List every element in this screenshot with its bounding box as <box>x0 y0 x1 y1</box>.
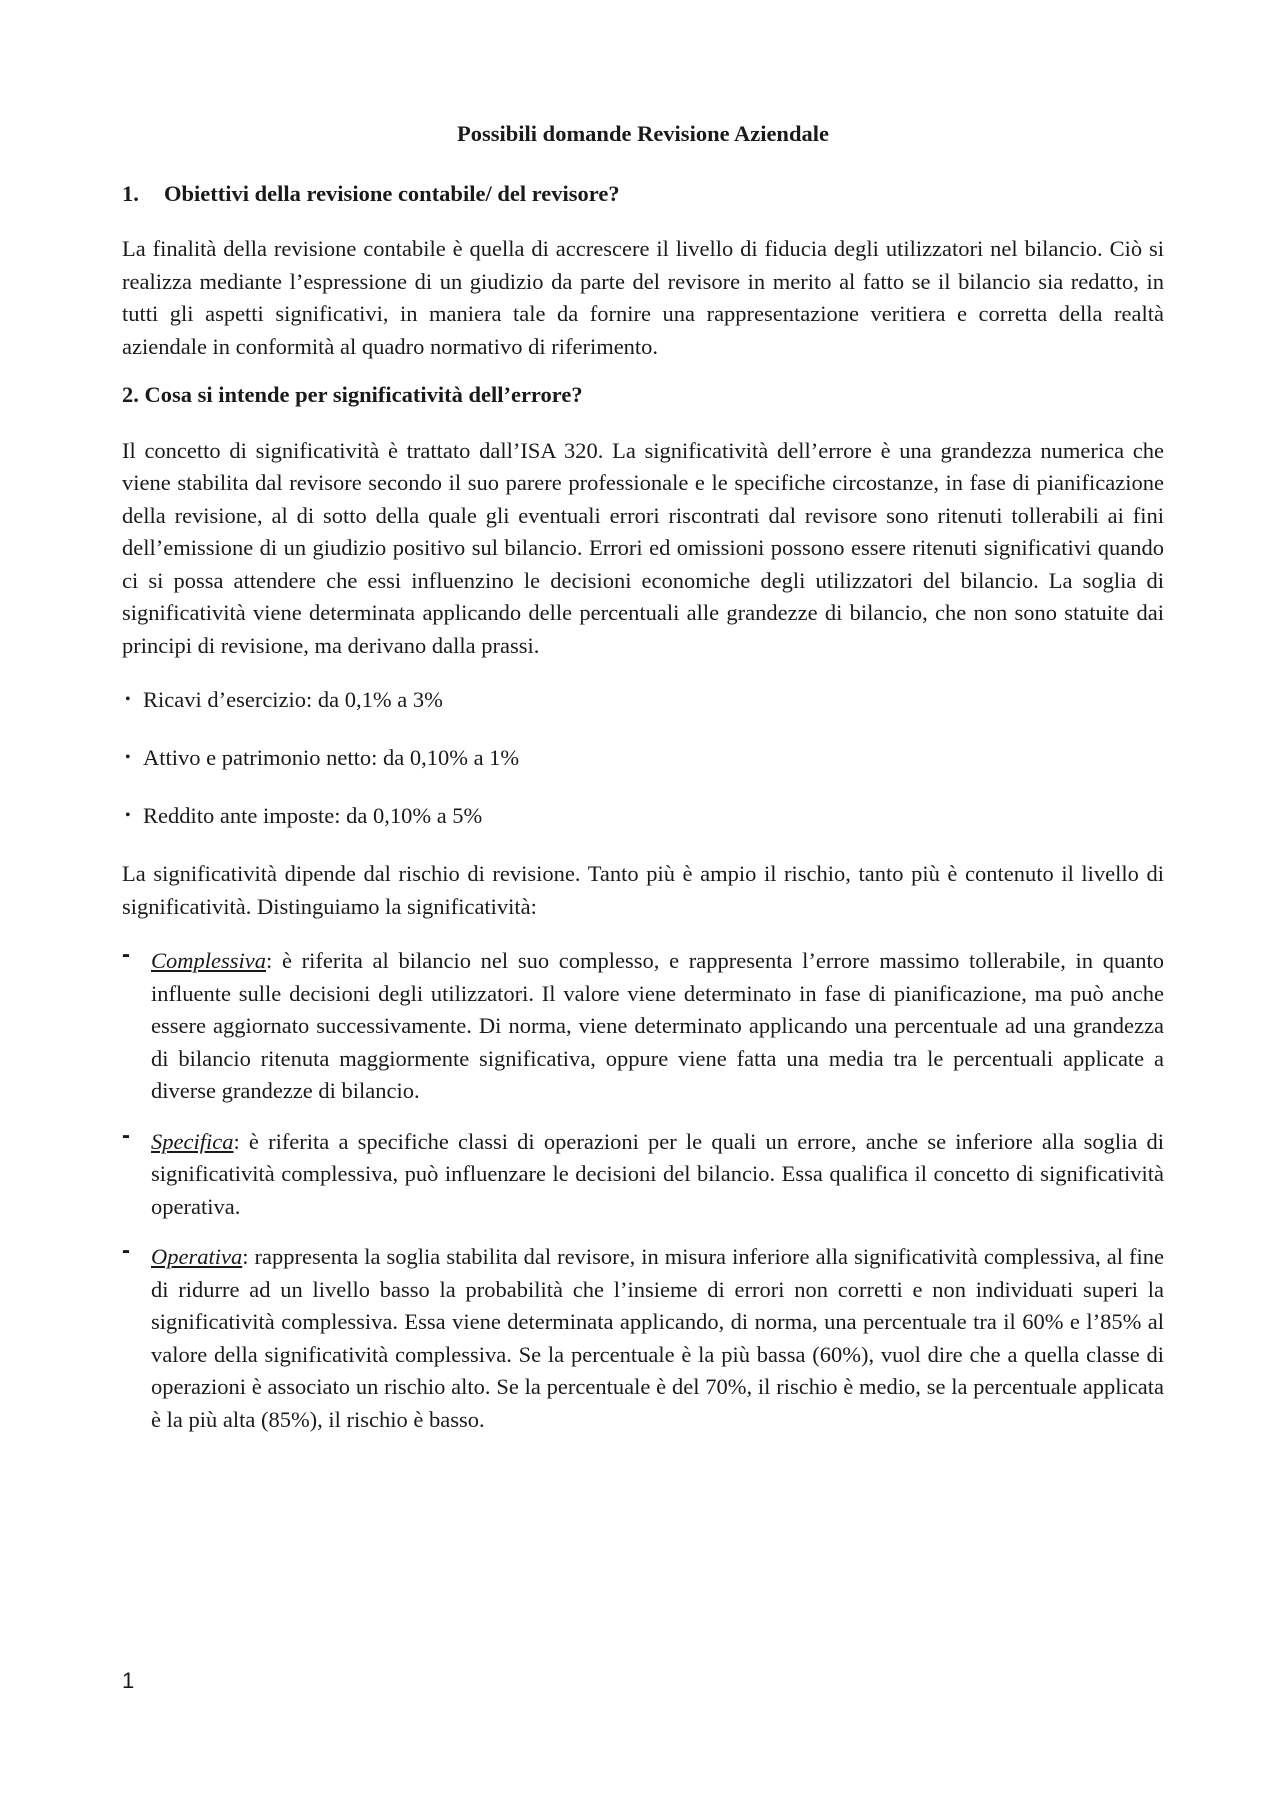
threshold-list <box>122 684 1164 832</box>
dash-icon: - <box>122 1121 130 1149</box>
term-description: : è riferita al bilancio nel suo complesso, e rappresenta l’errore massimo tollerabile, in quanto influente sulle decisioni degli utilizzatori. Il valore viene determinato in fase di pianificazione, ma può anche essere aggiornato successivamente. Di norma, viene determinato applicando una percentuale ad una grandezza di bilancio ritenuta maggiormente significativa, oppure viene fatta una media tra le percentuali applicate a diverse grandezze di bilancio. <box>151 948 1164 1103</box>
term-description: : rappresenta la soglia stabilita dal revisore, in misura inferiore alla significatività complessiva, al fine di ridurre ad un livello basso la probabilità che l’insieme di errori non corretti e non individuati superi la significatività complessiva. Essa viene determinata applicando, di norma, una percentuale tra il 60% e l’85% al valore della significatività complessiva. Se la percentuale è la più bassa (60%), vuol dire che a quella classe di operazioni è associato un rischio alto. Se la percentuale è del 70%, il rischio è medio, se la percentuale applicata è la più alta (85%), il rischio è basso. <box>151 1244 1164 1432</box>
list-item <box>122 742 1164 774</box>
list-item <box>122 800 1164 832</box>
section-1-number: 1. <box>122 180 139 206</box>
list-item <box>122 684 1164 716</box>
significance-types-list <box>122 941 1164 1436</box>
section-2-paragraph-1: Il concetto di significatività è trattato dall’ISA 320. La significatività dell’errore è una grandezza numerica che viene stabilita dal revisore secondo il suo parere professionale e le specifiche circostanze, in fase di pianificazione della revisione, al di sotto della quale gli eventuali errori riscontrati dal revisore sono ritenuti tollerabili ai fini dell’emissione di un giudizio positivo sul bilancio. Errori ed omissioni possono essere ritenuti significativi quando ci si possa attendere che essi influenzino le decisioni economiche degli utilizzatori del bilancio. La soglia di significatività viene determinata applicando delle percentuali alle grandezze di bilancio, che non sono statuite dai principi di revisione, ma derivano dalla prassi. <box>122 437 1164 658</box>
term-specifica: Specifica <box>151 1128 234 1154</box>
page-number: 1 <box>122 1668 135 1693</box>
term-description: : è riferita a specifiche classi di operazioni per le quali un errore, anche se inferiore alla soglia di significatività complessiva, può influenzare le decisioni del bilancio. Essa qualifica il concetto di significatività operativa. <box>151 1128 1164 1219</box>
bullet-icon: • <box>125 691 131 708</box>
bullet-icon: • <box>125 807 131 824</box>
section-1-heading <box>122 178 1164 210</box>
bullet-icon: • <box>125 749 131 766</box>
document-page <box>122 118 1164 1454</box>
section-1-paragraph: La finalità della revisione contabile è quella di accrescere il livello di fiducia degli utilizzatori nel bilancio. Ciò si realizza mediante l’espressione di un giudizio da parte del revisore in merito al fatto se il bilancio sia redatto, in tutti gli aspetti significativi, in maniera tale da fornire una rappresentazione veritiera e corretta della realtà aziendale in conformità al quadro normativo di riferimento. <box>122 236 1164 359</box>
term-complessiva: Complessiva <box>151 948 266 973</box>
dash-icon: - <box>122 941 130 968</box>
list-item <box>122 1237 1164 1436</box>
term-operativa: Operativa <box>151 1244 243 1269</box>
list-item <box>122 941 1164 1108</box>
list-item-text: Reddito ante imposte: da 0,10% a 5% <box>143 803 483 828</box>
section-2-paragraph-2: La significatività dipende dal rischio di revisione. Tanto più è ampio il rischio, tanto più è contenuto il livello di significatività. Distinguiamo la significatività: <box>122 861 1164 919</box>
list-item-text: Ricavi d’esercizio: da 0,1% a 3% <box>143 687 443 712</box>
section-1-heading-text: Obiettivi della revisione contabile/ del revisore? <box>164 180 620 206</box>
dash-icon: - <box>122 1237 130 1264</box>
document-title: Possibili domande Revisione Aziendale <box>457 121 829 146</box>
list-item <box>122 1121 1164 1224</box>
section-2-heading: 2. Cosa si intende per significatività dell’errore? <box>122 382 583 407</box>
list-item-text: Attivo e patrimonio netto: da 0,10% a 1% <box>143 745 520 770</box>
